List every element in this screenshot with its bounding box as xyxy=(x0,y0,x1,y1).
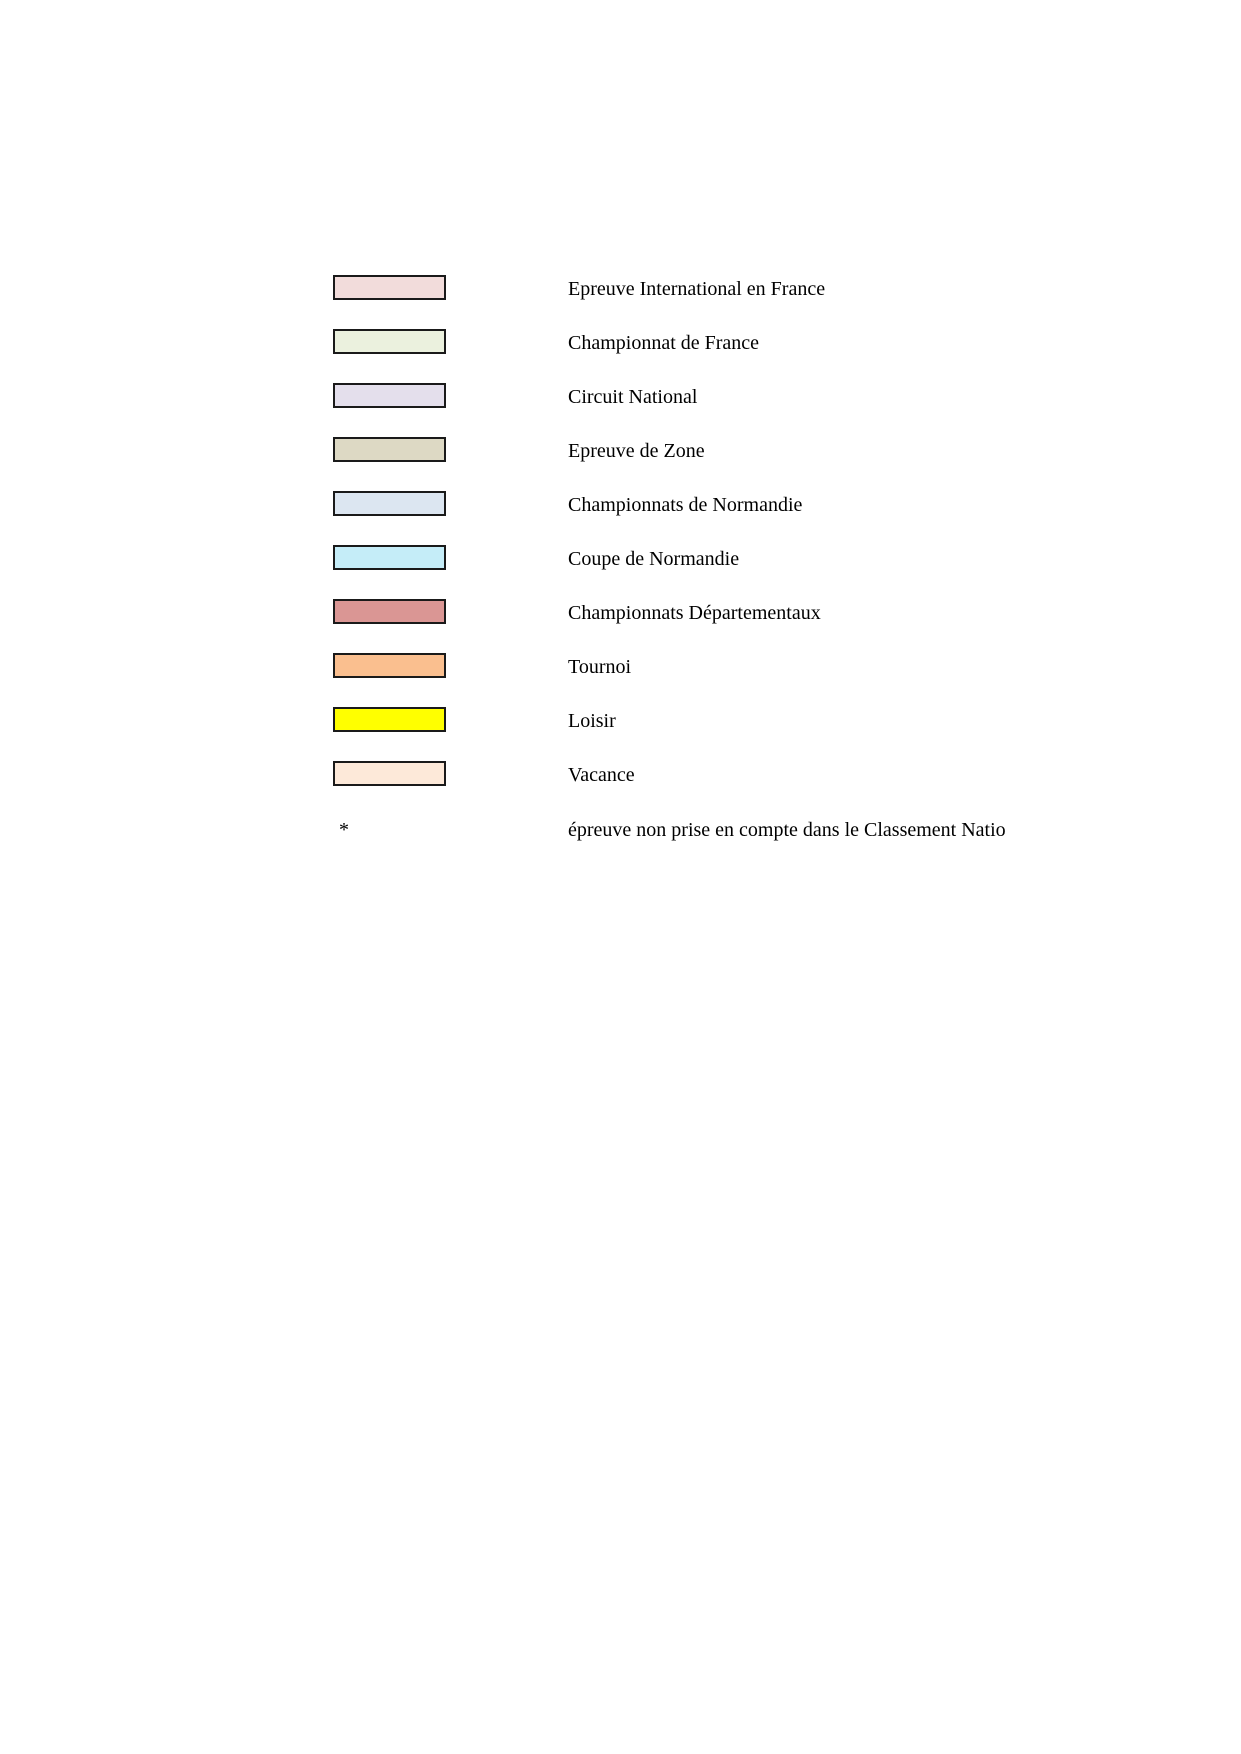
legend-swatch xyxy=(333,707,446,732)
legend-swatch xyxy=(333,653,446,678)
legend-row-tournoi xyxy=(0,653,1241,683)
legend-row-vacance xyxy=(0,761,1241,791)
legend-row-epreuve-zone xyxy=(0,437,1241,467)
legend-label: Tournoi xyxy=(568,656,632,678)
legend-row-championnats-normandie xyxy=(0,491,1241,521)
legend-label: Circuit National xyxy=(568,386,698,408)
legend-swatch xyxy=(333,437,446,462)
legend-row-circuit-national xyxy=(0,383,1241,413)
legend-label: Championnats Départementaux xyxy=(568,602,821,624)
legend-swatch xyxy=(333,275,446,300)
legend-label: Championnats de Normandie xyxy=(568,494,803,516)
legend-row-championnat-france xyxy=(0,329,1241,359)
legend-label: Loisir xyxy=(568,710,616,732)
legend-swatch xyxy=(333,545,446,570)
legend-row-international xyxy=(0,275,1241,305)
legend-row-loisir xyxy=(0,707,1241,737)
legend-swatch xyxy=(333,761,446,786)
legend-row-coupe-normandie xyxy=(0,545,1241,575)
legend-label: Epreuve de Zone xyxy=(568,440,705,462)
legend-label: Vacance xyxy=(568,764,635,786)
legend-swatch xyxy=(333,491,446,516)
asterisk-symbol: * xyxy=(339,819,349,841)
legend-swatch xyxy=(333,383,446,408)
legend-row-championnats-departementaux xyxy=(0,599,1241,629)
legend-swatch xyxy=(333,329,446,354)
legend-label: Epreuve International en France xyxy=(568,278,826,300)
legend-row-note xyxy=(0,816,1241,846)
legend-label: Championnat de France xyxy=(568,332,760,354)
legend-swatch xyxy=(333,599,446,624)
legend-note-label: épreuve non prise en compte dans le Classement Natio xyxy=(568,819,1006,841)
legend-label: Coupe de Normandie xyxy=(568,548,740,570)
